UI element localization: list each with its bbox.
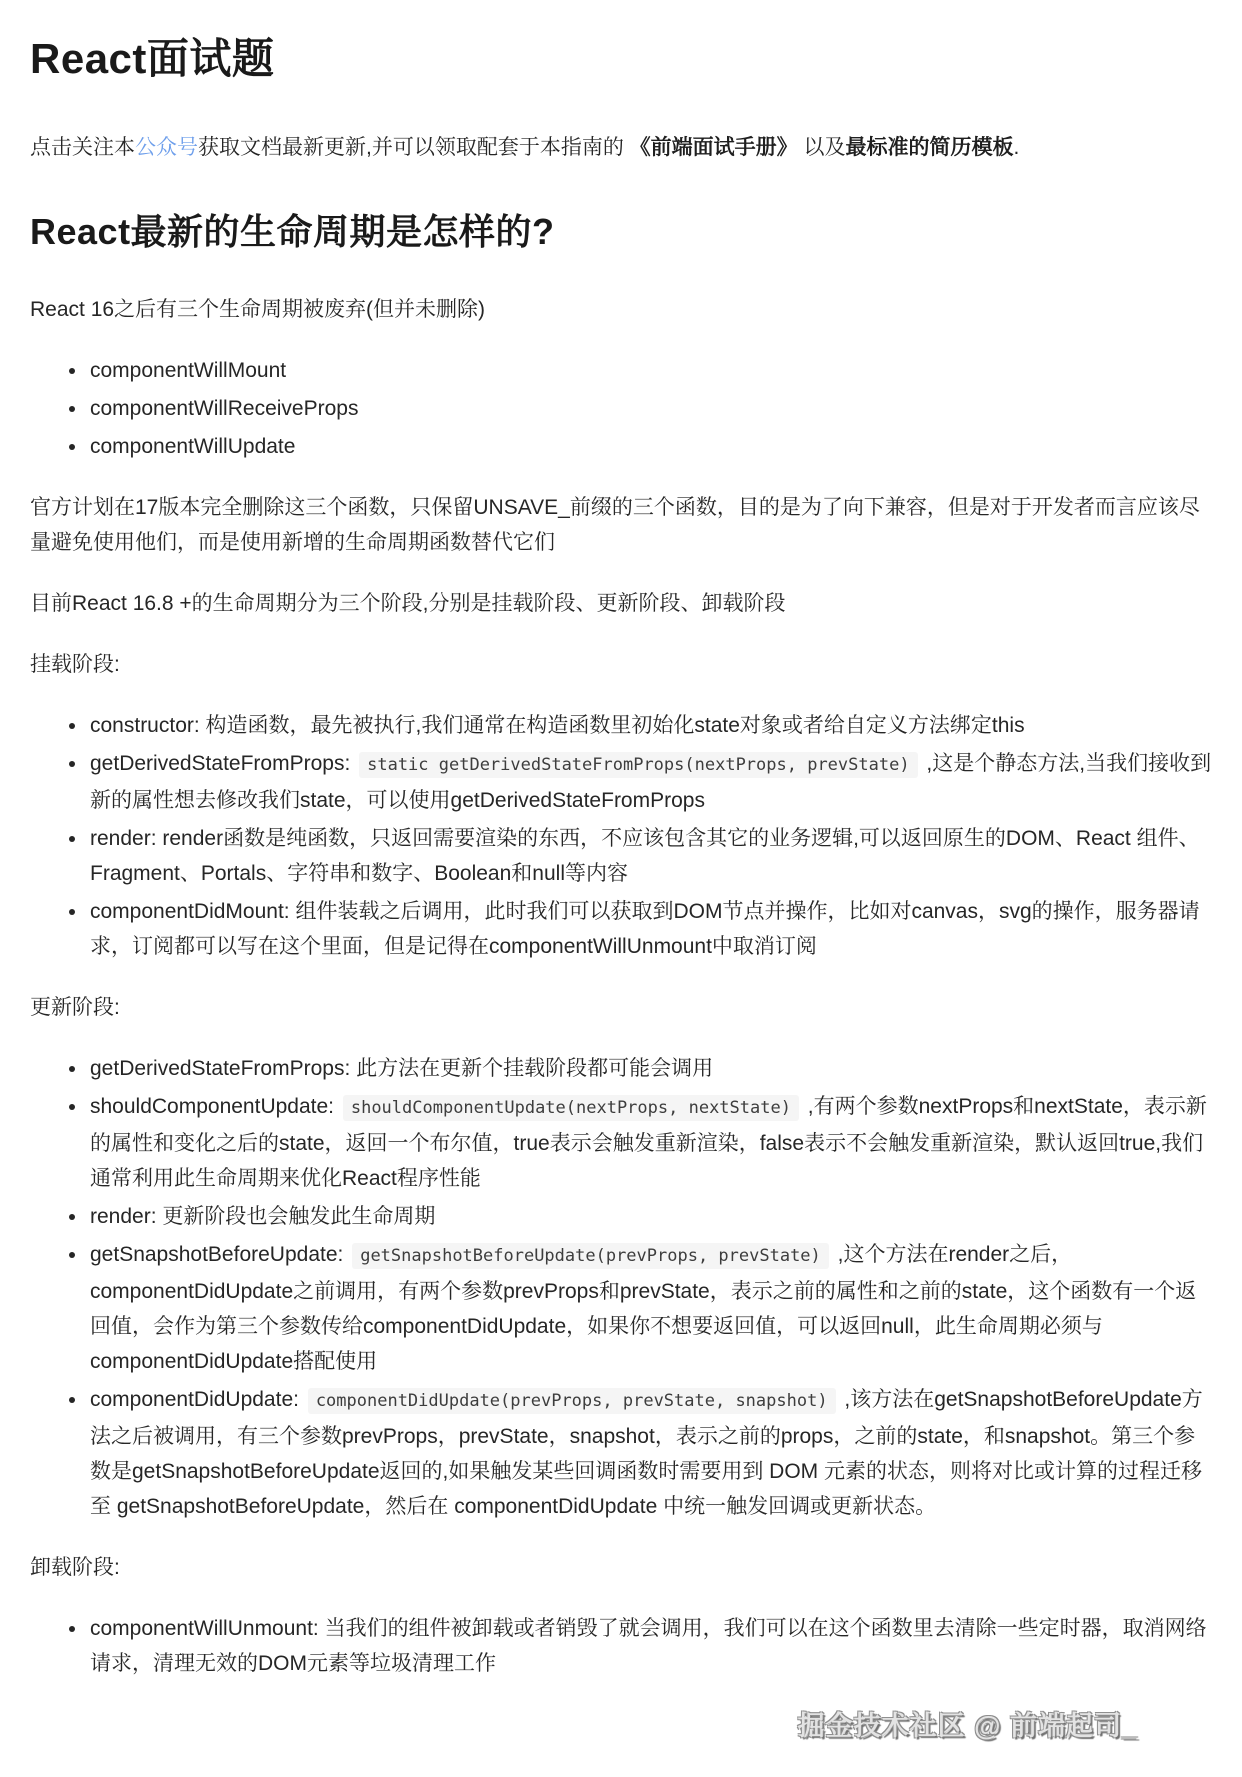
intro-text-1: 点击关注本: [30, 136, 135, 160]
intro-text-4: .: [1013, 136, 1020, 160]
deprecated-intro-paragraph: React 16之后有三个生命周期被废弃(但并未删除): [30, 298, 486, 322]
update-stage-list: [30, 1051, 1212, 1524]
page-title: React面试题: [30, 35, 275, 82]
item-text: shouldComponentUpdate:: [90, 1095, 340, 1119]
item-text: getDerivedStateFromProps: 此方法在更新个挂载阶段都可能会调用: [90, 1057, 714, 1081]
list-item: [88, 708, 1212, 743]
intro-paragraph: [30, 130, 1212, 165]
update-stage-label: 更新阶段:: [30, 996, 120, 1020]
list-item: [88, 1051, 1212, 1086]
inline-code: componentDidUpdate(prevProps, prevState, snapshot): [308, 1388, 836, 1414]
resume-template-bold: 最标准的简历模板: [845, 136, 1014, 160]
list-item: • componentWillMount: [88, 353, 1212, 388]
list-item: [88, 1199, 1212, 1234]
mount-stage-list: [30, 708, 1212, 964]
watermark: 掘金技术社区 @ 前端起司_: [797, 1711, 1138, 1742]
item-text: getSnapshotBeforeUpdate:: [90, 1243, 350, 1267]
item-text: ,这是个静态方法,当我们接收到新的属性想去修改我们state，可以使用getDerivedStateFromProps: [90, 752, 1212, 813]
list-item: [88, 746, 1212, 818]
item-text: render: 更新阶段也会触发此生命周期: [90, 1205, 436, 1229]
list-item: [88, 1237, 1212, 1379]
deprecated-lifecycle-list: [30, 353, 1212, 464]
removal-plan-paragraph: 官方计划在17版本完全删除这三个函数，只保留UNSAVE_前缀的三个函数，目的是为了向下兼容，但是对于开发者而言应该尽量避免使用他们，而是使用新增的生命周期函数替代它们: [30, 496, 1200, 555]
item-text: getDerivedStateFromProps:: [90, 752, 357, 776]
list-item: [88, 1382, 1212, 1524]
list-item: [88, 1089, 1212, 1196]
item-text: ,这个方法在render之后，componentDidUpdate之前调用，有两个参数prevProps和prevState，表示之前的属性和之前的state，这个函数有一个返回值，会作为第三个参数传给componentDidUpdate，如果你不想要返回值，可以返回null，此生命周期必须与componentDidUpdate搭配使用: [90, 1243, 1197, 1374]
list-item: [88, 1611, 1212, 1681]
inline-code: shouldComponentUpdate(nextProps, nextState): [343, 1095, 799, 1121]
question-heading: React最新的生命周期是怎样的?: [30, 211, 555, 253]
item-text: componentDidMount: 组件装载之后调用，此时我们可以获取到DOM节点并操作，比如对canvas，svg的操作，服务器请求，订阅都可以写在这个里面，但是记得在componentWillUnmount中取消订阅: [90, 900, 1200, 959]
intro-text-3: 以及: [797, 136, 846, 160]
wechat-official-account-link[interactable]: 公众号: [135, 136, 198, 160]
list-item: • componentWillUpdate: [88, 429, 1212, 464]
item-text: componentWillUnmount: 当我们的组件被卸载或者销毁了就会调用，我们可以在这个函数里去清除一些定时器，取消网络请求，清理无效的DOM元素等垃圾清理工作: [90, 1617, 1207, 1676]
inline-code: static getDerivedStateFromProps(nextProps, prevState): [359, 752, 917, 778]
item-text: constructor: 构造函数，最先被执行,我们通常在构造函数里初始化state对象或者给自定义方法绑定this: [90, 714, 1025, 738]
list-item: [88, 821, 1212, 891]
item-text: componentDidUpdate:: [90, 1388, 305, 1412]
unmount-stage-label: 卸载阶段:: [30, 1556, 120, 1580]
item-text: ,有两个参数nextProps和nextState，表示新的属性和变化之后的state，返回一个布尔值，true表示会触发重新渲染，false表示不会触发重新渲染，默认返回true,我们通常利用此生命周期来优化React程序性能: [90, 1095, 1207, 1191]
phases-paragraph: 目前React 16.8 +的生命周期分为三个阶段,分别是挂载阶段、更新阶段、卸载阶段: [30, 592, 786, 616]
item-text: render: render函数是纯函数，只返回需要渲染的东西，不应该包含其它的业务逻辑,可以返回原生的DOM、React 组件、Fragment、Portals、字符串和数字、Boolean和null等内容: [90, 827, 1200, 886]
intro-text-2: 获取文档最新更新,并可以领取配套于本指南的: [198, 136, 630, 160]
list-item: [88, 894, 1212, 964]
inline-code: getSnapshotBeforeUpdate(prevProps, prevState): [352, 1243, 829, 1269]
handbook-title-bold: 《前端面试手册》: [629, 136, 798, 160]
item-text: ,该方法在getSnapshotBeforeUpdate方法之后被调用，有三个参数prevProps，prevState，snapshot，表示之前的props，之前的state，和snapshot。第三个参数是getSnapshotBeforeUpdate返回的,如果触发某些回调函数时需要用到 DOM 元素的状态，则将对比或计算的过程迁移至 getSnapshotBeforeUpdate，然后在 componentDidUpdate 中统一触发回调或更新状态。: [90, 1388, 1203, 1519]
unmount-stage-list: [30, 1611, 1212, 1681]
list-item: • componentWillReceiveProps: [88, 391, 1212, 426]
mount-stage-label: 挂载阶段:: [30, 653, 120, 677]
